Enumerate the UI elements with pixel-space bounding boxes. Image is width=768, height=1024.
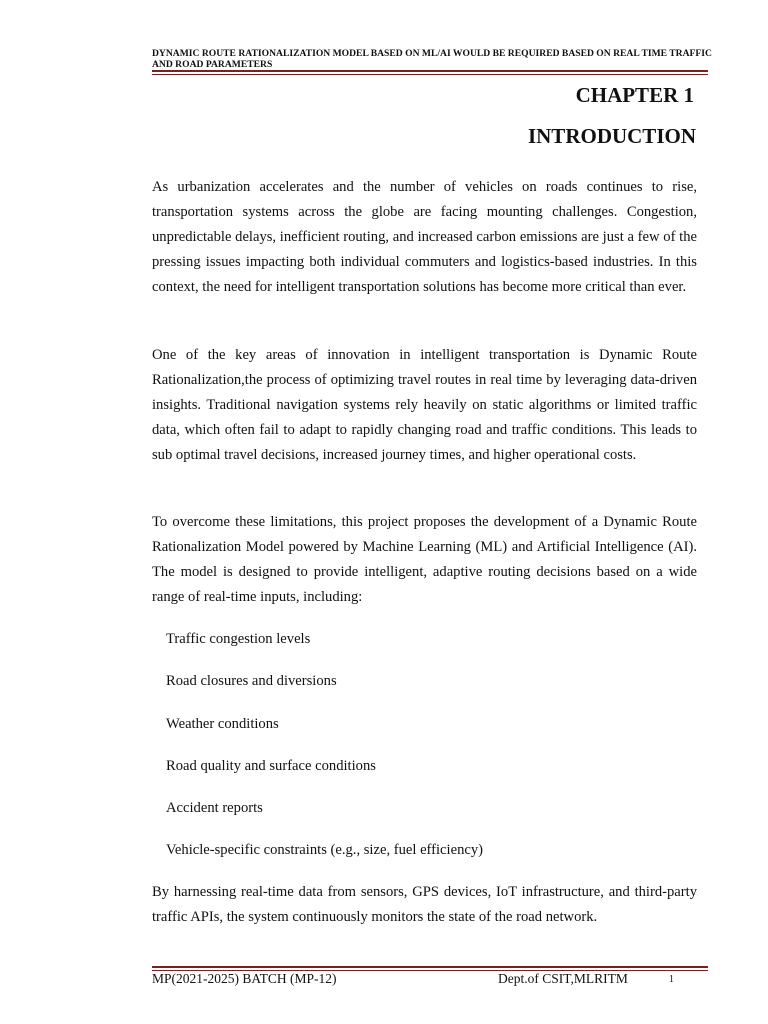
chapter-number: CHAPTER 1 — [575, 83, 694, 107]
list-item: Road quality and surface conditions — [166, 757, 376, 774]
header-rule-thick — [152, 70, 708, 72]
paragraph-2: One of the key areas of innovation in intelligent transportation is Dynamic Route Rationalization,the process of optimizing travel routes in real time by leveraging data-driven insights. Traditional navigation systems rely heavily on static algorithms or limited traffic data, which often fail to adapt to rapidly changing road and traffic conditions. This leads to sub optimal travel decisions, increased journey times, and higher operational costs. — [152, 347, 697, 463]
page-number: 1 — [669, 974, 674, 985]
list-item: Weather conditions — [166, 715, 279, 732]
footer-department: Dept.of CSIT,MLRITM — [498, 971, 628, 986]
footer-batch: MP(2021-2025) BATCH (MP-12) — [152, 971, 337, 986]
list-item: Accident reports — [166, 800, 263, 817]
realtime-inputs-list — [166, 627, 483, 881]
paragraph-3: To overcome these limitations, this project proposes the development of a Dynamic Route Rationalization Model powered by Machine Learning (ML) and Artificial Intelligence (AI). The model is designed to provide intelligent, adaptive routing decisions based on a wide range of real-time inputs, including: — [152, 514, 697, 605]
paragraph-1: As urbanization accelerates and the number of vehicles on roads continues to rise, transportation systems across the globe are facing mounting challenges. Congestion, unpredictable delays, inefficient routing, and increased carbon emissions are just a few of the pressing issues impacting both individual commuters and logistics-based industries. In this context, the need for intelligent transportation solutions has become more critical than ever. — [152, 179, 697, 295]
chapter-title: INTRODUCTION — [527, 124, 696, 148]
running-header: DYNAMIC ROUTE RATIONALIZATION MODEL BASED ON ML/AI WOULD BE REQUIRED BASED ON REAL TIME TRAFFIC AND ROAD PARAMETERS — [152, 48, 712, 70]
list-item: Road closures and diversions — [166, 673, 337, 690]
header-rule-thin — [152, 74, 708, 75]
list-item: Vehicle-specific constraints (e.g., size, fuel efficiency) — [166, 842, 483, 859]
paragraph-4: By harnessing real-time data from sensors, GPS devices, IoT infrastructure, and third-party traffic APIs, the system continuously monitors the state of the road network. — [152, 884, 697, 925]
list-item: Traffic congestion levels — [166, 631, 311, 647]
footer-rule-thick — [152, 966, 708, 968]
